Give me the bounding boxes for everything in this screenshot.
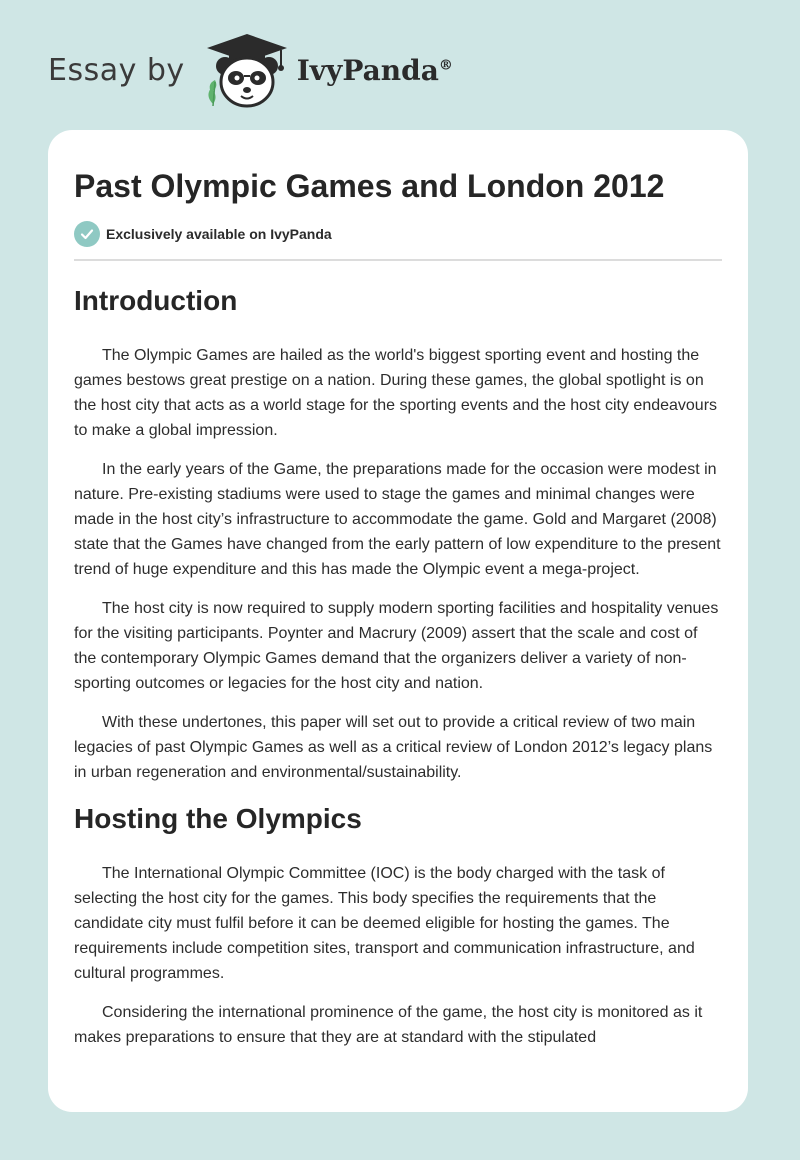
check-icon bbox=[74, 221, 100, 247]
paragraph: The host city is now required to supply modern sporting facilities and hospitality venues for the visiting participants. Poynter and Macrury (2009) assert that the scale and cost of the contemporary Olympic Games demand that the organizers deliver a variety of non-sporting outcomes or legacies for the host city and nation. bbox=[74, 600, 719, 692]
paragraph: The International Olympic Committee (IOC) is the body charged with the task of selecting the host city for the games. This body specifies the requirements that the candidate city must fulfil before it can be deemed eligible for hosting the games. The requirements include competition sites, transport and communication infrastructure, and cultural programmes. bbox=[74, 865, 695, 982]
brand-name[interactable]: IvyPanda® bbox=[296, 53, 453, 87]
exclusive-badge bbox=[74, 220, 722, 248]
exclusive-label: Exclusively available on IvyPanda bbox=[106, 226, 332, 242]
section-heading: Introduction bbox=[74, 285, 238, 316]
paragraph: In the early years of the Game, the preparations made for the occasion were modest in nature. Pre-existing stadiums were used to stage the games and minimal changes were made in the host city’s infrastructure to accommodate the game. Gold and Margaret (2008) state that the Games have changed from the early pattern of low expenditure to the present trend of huge expenditure and this has made the Olympic event a mega-project. bbox=[74, 461, 721, 578]
essay-card bbox=[48, 130, 748, 1112]
paragraph: Considering the international prominence of the game, the host city is monitored as it makes preparations to ensure that they are at standard with the stipulated bbox=[74, 1004, 703, 1046]
section-introduction bbox=[74, 281, 722, 785]
page-title: Past Olympic Games and London 2012 bbox=[74, 168, 665, 204]
section-heading: Hosting the Olympics bbox=[74, 803, 362, 834]
registered-mark: ® bbox=[438, 57, 453, 74]
paragraph: The Olympic Games are hailed as the world's biggest sporting event and hosting the games bestows great prestige on a nation. During these games, the global spotlight is on the host city that acts as a world stage for the sporting events and the host city endeavours to make a global impression. bbox=[74, 347, 718, 439]
section-hosting-the-olympics bbox=[74, 799, 722, 1050]
panda-graduate-logo-icon[interactable] bbox=[201, 30, 293, 110]
site-header bbox=[48, 30, 453, 110]
divider bbox=[74, 259, 722, 261]
paragraph: With these undertones, this paper will set out to provide a critical review of two main legacies of past Olympic Games as well as a critical review of London 2012’s legacy plans in urban regeneration and environmental/sustainability. bbox=[74, 714, 713, 781]
essay-by-label: Essay by bbox=[48, 52, 185, 88]
